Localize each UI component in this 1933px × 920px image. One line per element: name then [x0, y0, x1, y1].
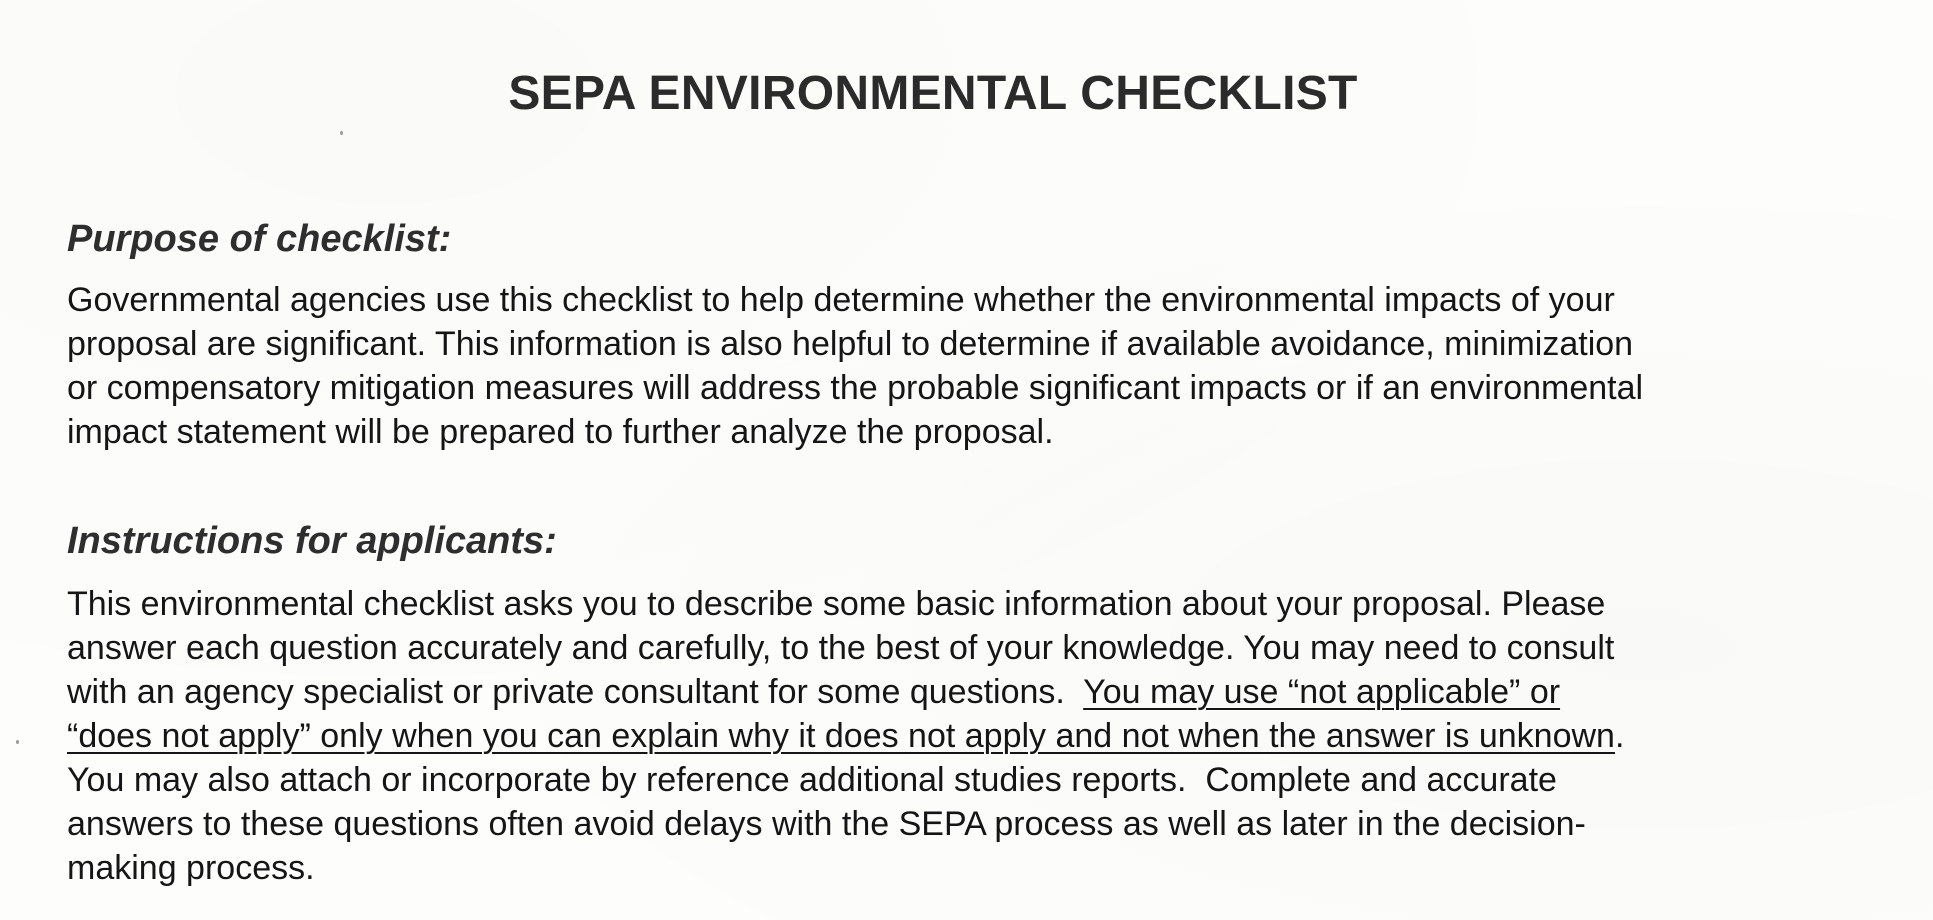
instructions-line: This environmental checklist asks you to describe some basic information about your proposal. Please	[67, 585, 1606, 623]
scan-speck	[16, 740, 19, 744]
purpose-line: or compensatory mitigation measures will address the probable significant impacts or if an environmental	[67, 369, 1644, 407]
scan-speck	[340, 131, 343, 135]
instructions-line: answer each question accurately and carefully, to the best of your knowledge. You may need to consult	[67, 629, 1615, 667]
instructions-line: making process.	[67, 849, 315, 887]
instructions-heading: Instructions for applicants:	[67, 520, 557, 562]
purpose-paragraph	[67, 278, 1787, 454]
underlined-instruction: You may use “not applicable” or	[1083, 673, 1561, 711]
underlined-instruction: “does not apply” only when you can explain why it does not apply and not when the answer is unknown	[67, 717, 1615, 755]
instructions-line: answers to these questions often avoid delays with the SEPA process as well as later in the decision-	[67, 805, 1586, 843]
instructions-paragraph	[67, 582, 1787, 890]
instructions-text-segment: .	[1614, 717, 1625, 755]
instructions-line	[67, 670, 1787, 714]
purpose-line: Governmental agencies use this checklist to help determine whether the environmental impacts of your	[67, 281, 1615, 319]
instructions-line	[67, 714, 1787, 758]
purpose-heading: Purpose of checklist:	[67, 218, 452, 260]
instructions-text-segment: with an agency specialist or private consultant for some questions.	[67, 673, 1084, 711]
purpose-line: proposal are significant. This information is also helpful to determine if available avoidance, minimization	[67, 325, 1634, 363]
instructions-line: You may also attach or incorporate by reference additional studies reports. Complete and accurate	[67, 761, 1557, 799]
purpose-line: impact statement will be prepared to further analyze the proposal.	[67, 413, 1054, 451]
document-title: SEPA ENVIRONMENTAL CHECKLIST	[508, 67, 1358, 120]
